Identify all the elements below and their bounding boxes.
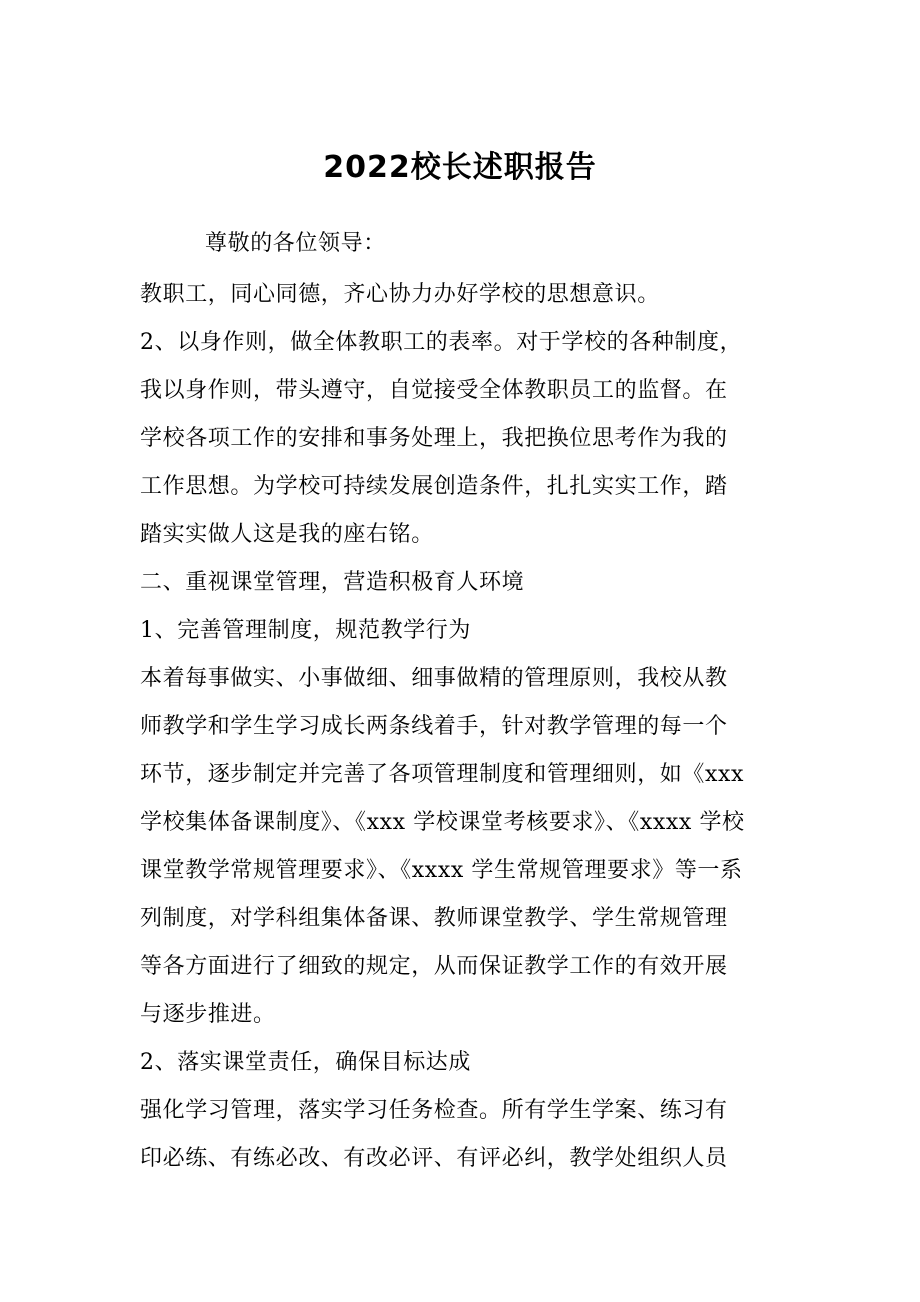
subsection-heading: 2、落实课堂责任，确保目标达成 [140, 1050, 471, 1075]
body-line: 印必练、有练必改、有改必评、有评必纠，教学处组织人员 [140, 1146, 728, 1171]
body-line: 踏实实做人这是我的座右铭。 [140, 522, 434, 547]
body-line: 列制度，对学科组集体备课、教师课堂教学、学生常规管理 [140, 906, 728, 931]
body-line: 学校集体备课制度》、《xxx 学校课堂考核要求》、《xxxx 学校 [140, 810, 745, 835]
greeting-line: 尊敬的各位领导： [205, 231, 386, 256]
body-line: 等各方面进行了细致的规定，从而保证教学工作的有效开展 [140, 954, 728, 979]
body-line: 师教学和学生学习成长两条线着手，针对教学管理的每一个 [140, 714, 728, 739]
body-line: 教职工，同心同德，齐心协力办好学校的思想意识。 [140, 282, 660, 307]
body-line: 我以身作则，带头遵守，自觉接受全体教职员工的监督。在 [140, 378, 728, 403]
body-line: 环节，逐步制定并完善了各项管理制度和管理细则，如《xxx [140, 762, 745, 787]
body-line: 课堂教学常规管理要求》、《xxxx 学生常规管理要求》等一系 [140, 858, 743, 883]
body-line: 学校各项工作的安排和事务处理上，我把换位思考作为我的 [140, 426, 728, 451]
subsection-heading: 1、完善管理制度，规范教学行为 [140, 618, 471, 643]
document-title: 2022校长述职报告 [323, 150, 597, 185]
section-heading: 二、重视课堂管理，营造积极育人环境 [140, 570, 525, 595]
body-line: 工作思想。为学校可持续发展创造条件，扎扎实实工作，踏 [140, 474, 728, 499]
body-line: 强化学习管理，落实学习任务检查。所有学生学案、练习有 [140, 1098, 728, 1123]
body-line: 本着每事做实、小事做细、细事做精的管理原则，我校从教 [140, 666, 728, 691]
body-line: 与逐步推进。 [140, 1002, 276, 1027]
body-line: 2、以身作则，做全体教职工的表率。对于学校的各种制度， [140, 330, 743, 355]
